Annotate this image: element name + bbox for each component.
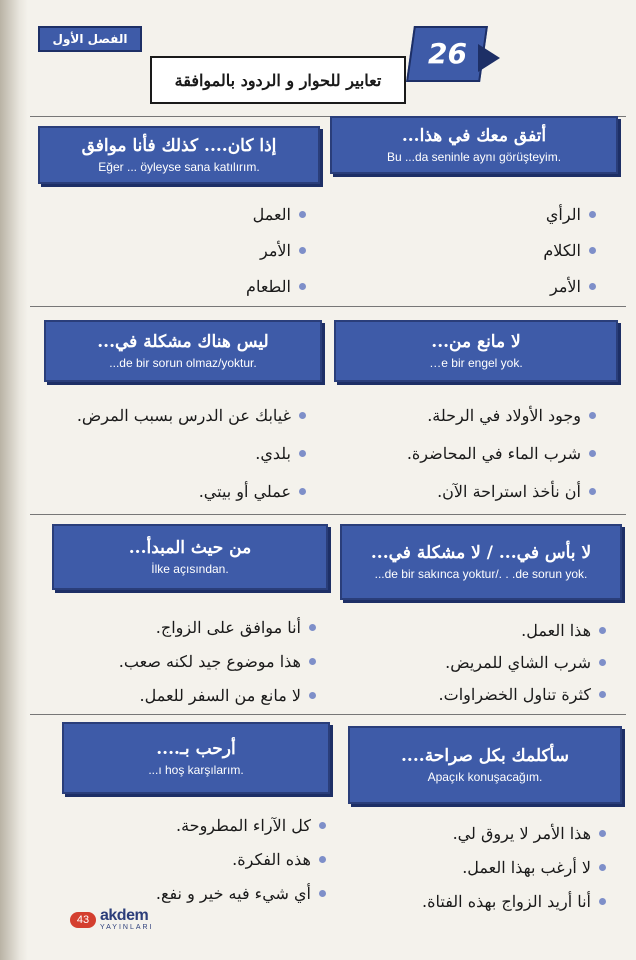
section-header-tr: İlke açısından. [151,562,229,577]
list-item [119,678,316,712]
list-item [119,610,316,644]
section-list-2 [246,196,306,304]
item-text: شرب الماء في المحاضرة. [406,443,581,463]
bullet-icon [589,247,596,254]
bullet-icon [299,247,306,254]
list-item [156,808,326,842]
item-text: شرب الشاي للمريض. [445,652,591,672]
item-text: الطعام [246,276,291,296]
item-text: هذا العمل. [521,620,591,640]
bullet-icon [309,624,316,631]
list-item [422,884,606,918]
section-list-8 [156,808,326,910]
section-header-8 [62,722,330,794]
bullet-icon [599,691,606,698]
bullet-icon [599,659,606,666]
section-list-7 [422,816,606,918]
list-item [246,196,306,232]
bullet-icon [299,450,306,457]
page-number: 43 [70,912,96,928]
bullet-icon [589,283,596,290]
section-header-tr: Eğer ... öyleyse sana katılırım. [98,160,260,175]
bullet-icon [599,830,606,837]
item-text: أن نأخذ استراحة الآن. [437,481,581,501]
section-header-tr: ...de bir sakınca yoktur/. . .de sorun yok. [374,567,588,582]
item-text: الأمر [550,276,581,296]
item-text: الأمر [260,240,291,260]
section-header-ar: سأكلمك بكل صراحة.... [401,745,569,766]
lesson-number: 26 [427,37,467,70]
list-item [439,614,606,646]
section-header-3 [334,320,618,382]
item-text: لا أرغب بهذا العمل. [462,857,591,877]
item-text: الكلام [543,240,581,260]
bullet-icon [309,658,316,665]
list-item [156,876,326,910]
section-header-tr: Bu ...da seninle aynı görüşteyim. [386,150,562,165]
lesson-title: تعابير للحوار و الردود بالموافقة [174,70,382,90]
item-text: كثرة تناول الخضراوات. [438,684,591,704]
bullet-icon [599,864,606,871]
section-list-3 [407,396,596,510]
section-header-6 [52,524,328,590]
item-text: هذه الفكرة. [232,849,311,869]
bullet-icon [299,412,306,419]
item-text: العمل [252,204,291,224]
section-header-tr: ...de bir sorun olmaz/yoktur. [109,356,257,371]
bullet-icon [319,822,326,829]
bullet-icon [309,692,316,699]
item-text: لا مانع من السفر للعمل. [139,685,301,705]
item-text: بلدي. [255,443,291,463]
row-rule [30,514,626,515]
list-item [119,644,316,678]
section-header-tr: …e bir engel yok. [429,356,523,371]
bullet-icon [299,211,306,218]
item-text: كل الآراء المطروحة. [176,815,311,835]
item-text: عملي أو بيتي. [198,481,291,501]
section-header-ar: لا بأس في... / لا مشكلة في... [370,542,592,563]
item-text: هذا موضوع جيد لكنه صعب. [118,651,301,671]
section-header-ar: لا مانع من... [431,331,521,352]
bullet-icon [599,627,606,634]
list-item [543,232,596,268]
list-item [439,646,606,678]
section-header-1 [330,116,618,174]
section-header-ar: أتفق معك في هذا... [401,125,547,146]
item-text: وجود الأولاد في الرحلة. [427,405,581,425]
section-header-5 [340,524,622,600]
book-gutter-shadow [0,0,28,960]
section-header-tr: Apaçık konuşacağım. [427,770,543,785]
bullet-icon [319,890,326,897]
chapter-tab: الفصل الأول [38,26,142,52]
list-item [439,678,606,710]
list-item [407,434,596,472]
section-header-ar: ليس هناك مشكلة في... [97,331,269,352]
section-header-ar: من حيث المبدأ... [128,537,252,558]
publisher-sub: YAYINLARI [100,924,154,931]
bullet-icon [319,856,326,863]
section-header-7 [348,726,622,804]
list-item [156,842,326,876]
lesson-title-box [150,56,406,104]
list-item [422,816,606,850]
bullet-icon [299,488,306,495]
section-header-tr: ...ı hoş karşılarım. [148,763,244,778]
list-item [422,850,606,884]
lesson-number-badge [406,26,488,82]
item-text: الرأي [545,204,581,224]
list-item [77,434,306,472]
section-header-ar: إذا كان.... كذلك فأنا موافق [81,135,277,156]
list-item [77,472,306,510]
list-item [407,472,596,510]
list-item [543,196,596,232]
bullet-icon [589,488,596,495]
list-item [246,268,306,304]
item-text: أنا أريد الزواج بهذه الفتاة. [422,891,591,911]
lesson-badge-fold [478,44,500,72]
row-rule [30,714,626,715]
section-list-4 [77,396,306,510]
item-text: هذا الأمر لا يروق لي. [452,823,591,843]
section-header-ar: أرحب بـ.... [156,738,236,759]
publisher-logo [100,908,154,931]
list-item [77,396,306,434]
bullet-icon [589,450,596,457]
list-item [246,232,306,268]
item-text: غيابك عن الدرس بسبب المرض. [76,405,291,425]
bullet-icon [589,412,596,419]
item-text: أنا موافق على الزواج. [155,617,301,637]
section-list-6 [119,610,316,712]
section-header-4 [44,320,322,382]
section-list-5 [439,614,606,710]
item-text: أي شيء فيه خير و نفع. [155,883,311,903]
row-rule [30,306,626,307]
bullet-icon [589,211,596,218]
bullet-icon [599,898,606,905]
publisher-name: akdem [100,907,149,924]
list-item [407,396,596,434]
bullet-icon [299,283,306,290]
section-list-1 [543,196,596,304]
section-header-2 [38,126,320,184]
list-item [543,268,596,304]
